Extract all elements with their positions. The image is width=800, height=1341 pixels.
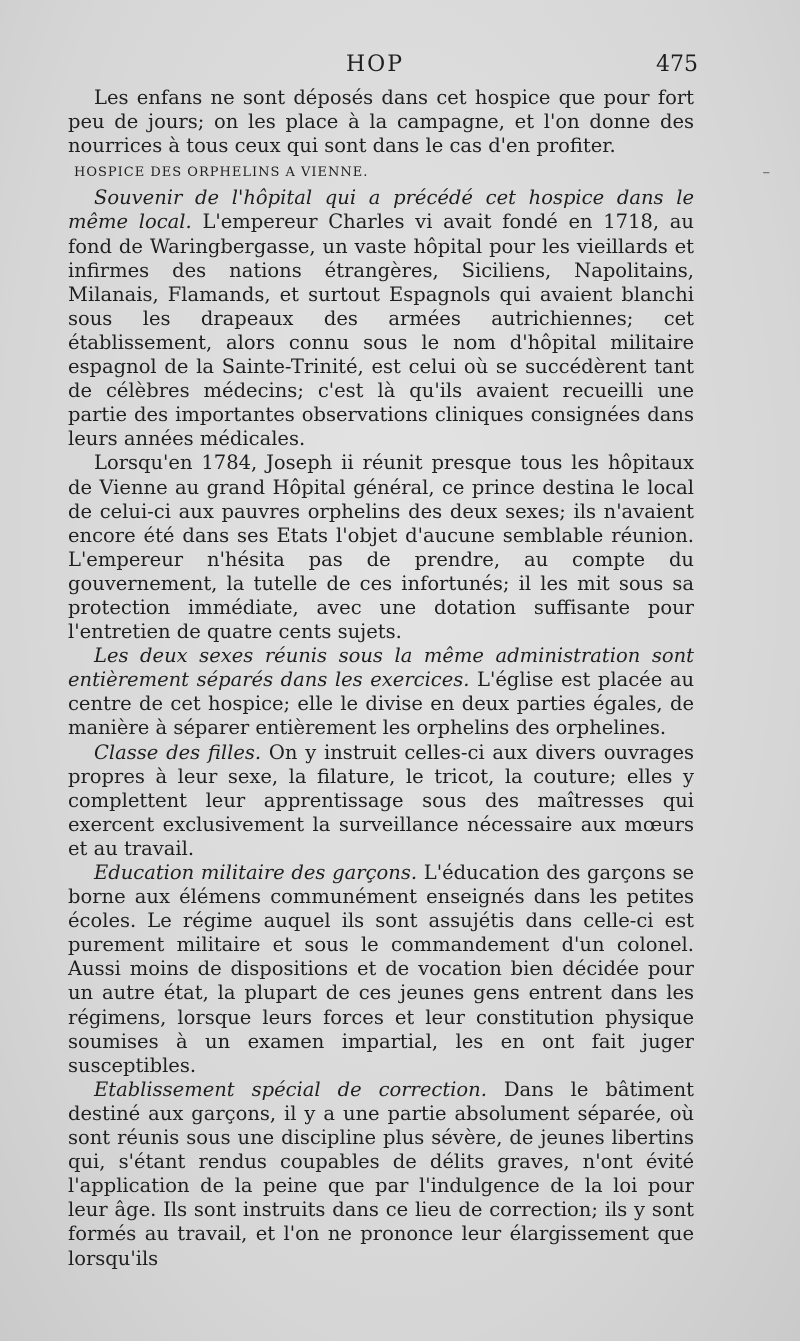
paragraph-filles-text: On y instruit celles-ci aux divers ouvrages propres à leur sexe, la filature, le tricot, la couture; elles y complettent leur apprentissage sous des maîtresses qui exercent exclusivement la surveillance nécessaire aux mœurs et au travail. (68, 740, 694, 860)
paragraph-enfans: Les enfans ne sont déposés dans cet hospice que pour fort peu de jours; on les place à la campagne, et l'on donne des nourrices à tous ceux qui sont dans le cas d'en profiter. (68, 86, 694, 158)
section-heading: HOSPICE DES ORPHELINS A VIENNE. (74, 165, 369, 181)
paragraph-correction-text: Dans le bâtiment destiné aux garçons, il y a une partie absolument séparée, où sont réunis sous une discipline plus sévère, de jeunes libertins qui, s'étant rendus coupables de délits graves, n'ont évité l'application de la peine que par l'indulgence de la loi pour leur âge. Ils sont instruits dans ce lieu de correction; ils y sont formés au travail, et l'on ne prononce leur élargissement que lorsqu'ils (68, 1077, 695, 1270)
body-text (68, 86, 694, 1271)
paragraph-filles (68, 741, 694, 861)
paragraph-souvenir-text: L'empereur Charles vi avait fondé en 1718, au fond de Waringbergasse, un vaste hôpital pour les vieillards et infirmes des nations étrangères, Siciliens, Napolitains, Milanais, Flamands, et surtout Espagnols qui avaient blanchi sous les drapeaux des armées autrichiennes; cet établissement, alors connu sous le nom d'hôpital militaire espagnol de la Sainte-Trinité, est celui où se succédèrent tant de célèbres médecins; c'est là qu'ils avaient recueilli une partie des importantes observations cliniques consignées dans leurs années médicales. (68, 210, 694, 451)
page-number: 475 (656, 52, 698, 77)
subheading-souvenir: Souvenir de l'hôpital qui a précédé cet hospice dans le même local. (68, 186, 694, 234)
paragraph-garcons (68, 861, 694, 1078)
paragraph-souvenir (68, 186, 694, 451)
subheading-deux-sexes: Les deux sexes réunis sous la même administration sont entièrement séparés dans les exercices. (68, 644, 694, 692)
subheading-garcons: Education militaire des garçons. (94, 861, 418, 884)
margin-mark: ⁻ (762, 166, 771, 185)
paragraph-correction (68, 1078, 694, 1271)
page-header (0, 52, 800, 86)
paragraph-garcons-text: L'éducation des garçons se borne aux élémens communément enseignés dans les petites écoles. Le régime auquel ils sont assujétis dans celle-ci est purement militaire et sous le commandement d'un colonel. Aussi moins de dispositions et de vocation bien décidée pour un autre état, la plupart de ces jeunes gens entrent dans les régimens, lorsque leurs forces et leur constitution physique soumises à un examen impartial, les en ont fait juger susceptibles. (68, 861, 694, 1077)
paragraph-joseph: Lorsqu'en 1784, Joseph ii réunit presque tous les hôpitaux de Vienne au grand Hôpital général, ce prince destina le local de celui-ci aux pauvres orphelins des deux sexes; ils n'avaient encore été dans ses Etats l'objet d'aucune semblable réunion. L'empereur n'hésita pas de prendre, au compte du gouvernement, la tutelle de ces infortunés; il les mit sous sa protection immédiate, avec une dotation suffisante pour l'entretien de quatre cents sujets. (68, 451, 694, 644)
subheading-filles: Classe des filles. (94, 740, 262, 764)
paragraph-deux-sexes-text: L'église est placée au centre de cet hospice; elle le divise en deux parties égales, de manière à séparer entièrement les orphelins des orphelines. (68, 668, 694, 740)
running-head: HOP (346, 52, 405, 77)
subheading-correction: Etablissement spécial de correction. (94, 1077, 487, 1101)
paragraph-deux-sexes (68, 644, 694, 740)
